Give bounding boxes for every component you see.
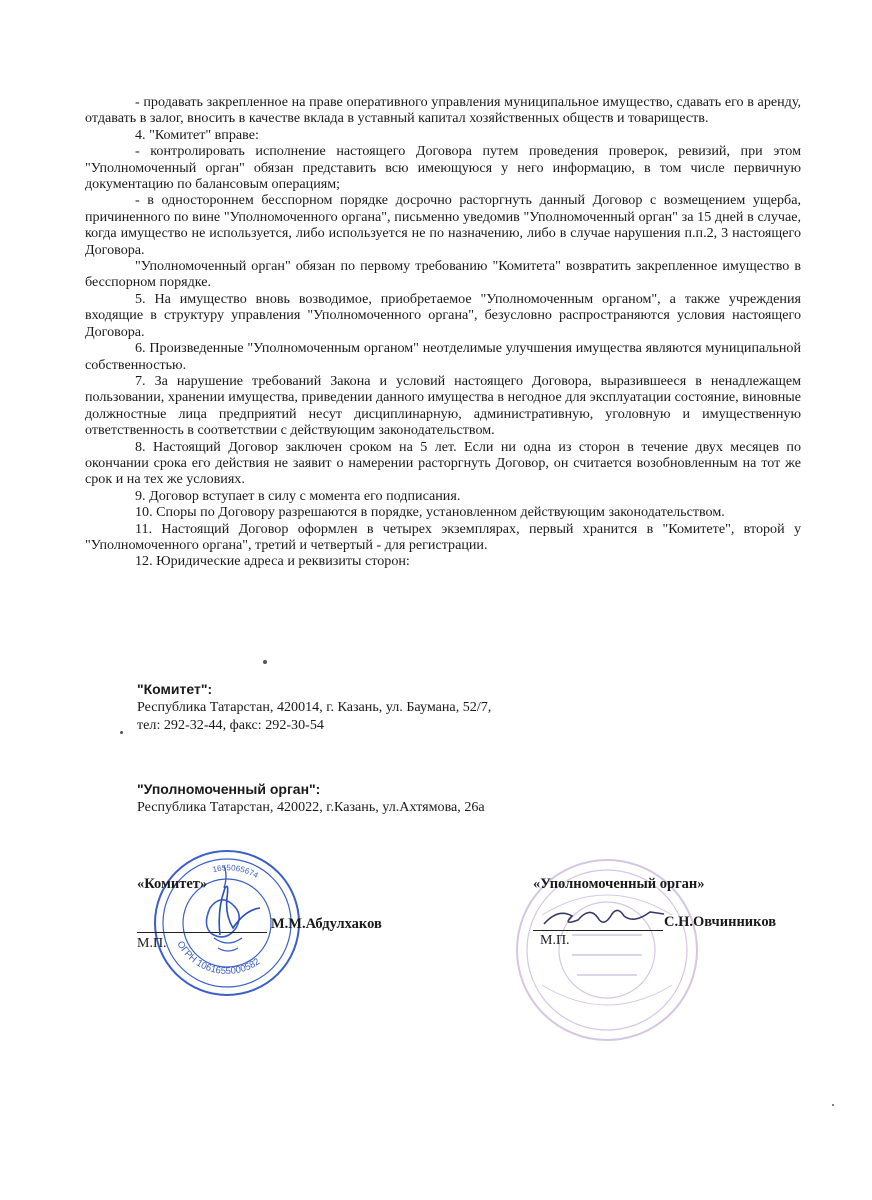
- committee-signer-name: М.М.Абдулхаков: [271, 916, 382, 932]
- seal-inn-text: 1655065674: [211, 863, 260, 880]
- committee-requisites: [137, 680, 737, 734]
- authority-signer-name: С.Н.Овчинников: [664, 914, 777, 930]
- authority-sign-heading: «Уполномоченный орган»: [533, 876, 705, 892]
- scan-speck: [832, 1104, 834, 1106]
- authority-name: "Уполномоченный орган":: [137, 781, 321, 797]
- scan-speck: [120, 731, 123, 734]
- committee-address: Республика Татарстан, 420014, г. Казань, ул. Баумана, 52/7,: [137, 699, 492, 715]
- paragraph: 6. Произведенные "Уполномоченным органом" неотделимые улучшения имущества являются муниципальной собственностью.: [85, 340, 801, 373]
- committee-phone: тел: 292-32-44, факс: 292-30-54: [137, 717, 324, 733]
- committee-signature: [205, 880, 285, 940]
- paragraph: - в одностороннем бесспорном порядке досрочно расторгнуть данный Договор с возмещением ущерба, причиненного по вине "Уполномоченного органа", письменно уведомив "Уполномоченный орган" за 15 дней в случае, когда имущество не используется, либо используется не по назначению, либо в случае нарушения п.п.2, 3 настоящего Договора.: [85, 192, 801, 258]
- paragraph: 9. Договор вступает в силу с момента его подписания.: [135, 487, 461, 504]
- paragraph: 11. Настоящий Договор оформлен в четырех экземплярах, первый хранится в "Комитете", второй у "Уполномоченного органа", третий и четвертый - для регистрации.: [85, 520, 801, 553]
- paragraph: - контролировать исполнение настоящего Договора путем проведения проверок, ревизий, при этом "Уполномоченный орган" обязан представить всю имеющуюся у него информацию, в том числе первичную документацию по балансовым операциям;: [85, 143, 801, 193]
- seal-ogrn-text: ОГРН 1061655000582: [174, 939, 263, 977]
- committee-mp-label: М.П.: [137, 936, 167, 951]
- paragraph: 10. Споры по Договору разрешаются в порядке, установленном действующим законодательством.: [135, 504, 725, 521]
- paragraph: 4. "Комитет" вправе:: [135, 126, 259, 143]
- authority-signature: [538, 894, 668, 934]
- authority-requisites: [137, 780, 737, 816]
- committee-sign-heading: «Комитет»: [137, 876, 208, 892]
- paragraph: 5. На имущество вновь возводимое, приобретаемое "Уполномоченным органом", а также учреждения входящие в структуру управления "Уполномоченного органа", безусловно распространяются условия настоящего Договора.: [85, 290, 801, 340]
- scan-speck: [263, 660, 267, 664]
- contract-body: [85, 94, 801, 570]
- paragraph: 7. За нарушение требований Закона и условий настоящего Договора, выразившееся в ненадлежащем пользовании, хранении имущества, приведении данного имущества в негодное для эксплуатации состояние, виновные должностные лица предприятий несут дисциплинарную, административную, уголовную и имущественную ответственность в соответствии с действующим законодательством.: [85, 372, 801, 439]
- committee-name: "Комитет":: [137, 681, 213, 697]
- paragraph: - продавать закрепленное на праве оперативного управления муниципальное имущество, сдавать его в аренду, отдавать в залог, вносить в качестве вклада в уставный капитал хозяйственных обществ и товариществ.: [85, 94, 801, 127]
- paragraph: 8. Настоящий Договор заключен сроком на 5 лет. Если ни одна из сторон в течение двух месяцев по окончании срока его действия не заявит о намерении расторгнуть Договор, он считается возобновленным на тот же срок и на тех же условиях.: [85, 438, 801, 488]
- authority-mp-label: М.П.: [540, 933, 570, 948]
- paragraph: 12. Юридические адреса и реквизиты сторон:: [135, 553, 410, 570]
- authority-address: Республика Татарстан, 420022, г.Казань, ул.Ахтямова, 26а: [137, 799, 485, 815]
- paragraph: "Уполномоченный орган" обязан по первому требованию "Комитета" возвратить закрепленное имущество в бесспорном порядке.: [85, 258, 801, 291]
